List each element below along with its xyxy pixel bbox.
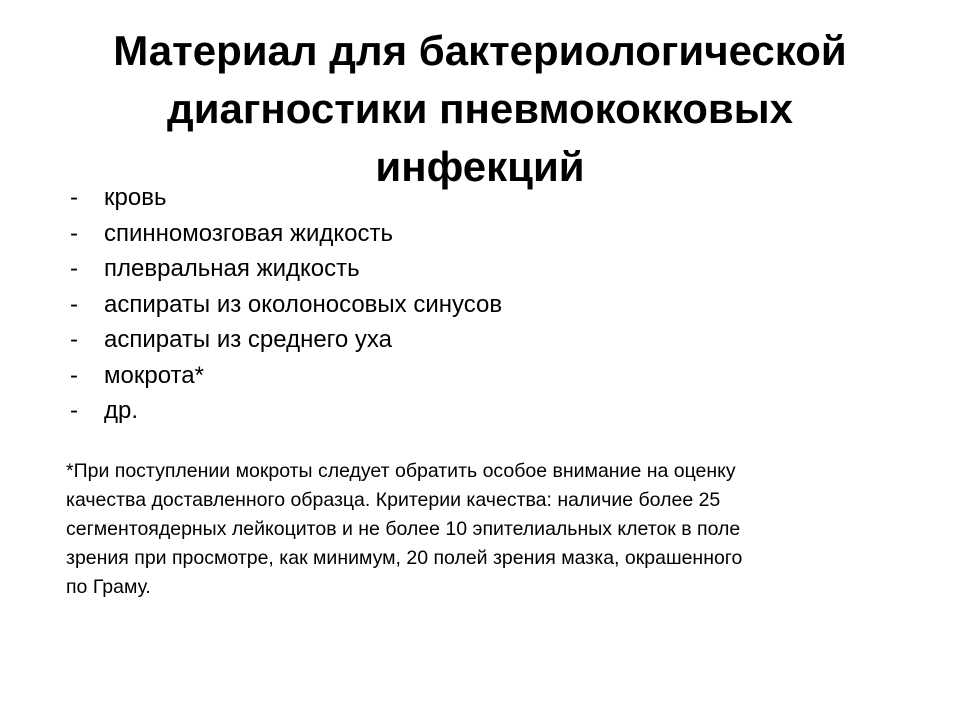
list-item	[70, 251, 502, 287]
bullet-dash: -	[70, 184, 78, 211]
title-line: Материал для бактериологической	[113, 27, 847, 74]
bullet-dash: -	[70, 326, 78, 353]
footnote-line: *При поступлении мокроты следует обратить особое внимание на оценку	[66, 460, 736, 482]
footnote-line: по Граму.	[66, 576, 151, 598]
bullet-dash: -	[70, 255, 78, 282]
list-item-text: аспираты из околоносовых синусов	[104, 290, 503, 318]
list-item-text: мокрота*	[104, 361, 204, 389]
slide-title	[40, 22, 920, 196]
list-item	[70, 322, 502, 358]
list-item-text: кровь	[104, 184, 167, 211]
material-list	[70, 180, 502, 429]
bullet-dash: -	[70, 290, 78, 318]
list-item	[70, 180, 502, 216]
footnote-line: сегментоядерных лейкоцитов и не более 10 эпителиальных клеток в поле	[66, 518, 741, 540]
bullet-dash: -	[70, 219, 78, 247]
list-item	[70, 358, 502, 394]
list-item	[70, 393, 502, 429]
title-line: инфекций	[375, 143, 585, 190]
footnote-line: зрения при просмотре, как минимум, 20 полей зрения мазка, окрашенного	[66, 547, 743, 569]
list-item-text: плевральная жидкость	[104, 255, 360, 282]
footnote	[66, 457, 916, 602]
title-line: диагностики пневмококковых	[167, 85, 793, 132]
list-item	[70, 216, 502, 252]
list-item	[70, 287, 502, 323]
bullet-dash: -	[70, 397, 78, 424]
bullet-dash: -	[70, 361, 78, 389]
list-item-text: аспираты из среднего уха	[104, 326, 392, 353]
footnote-line: качества доставленного образца. Критерии качества: наличие более 25	[66, 489, 721, 511]
list-item-text: др.	[104, 397, 139, 424]
list-item-text: спинномозговая жидкость	[104, 219, 393, 247]
